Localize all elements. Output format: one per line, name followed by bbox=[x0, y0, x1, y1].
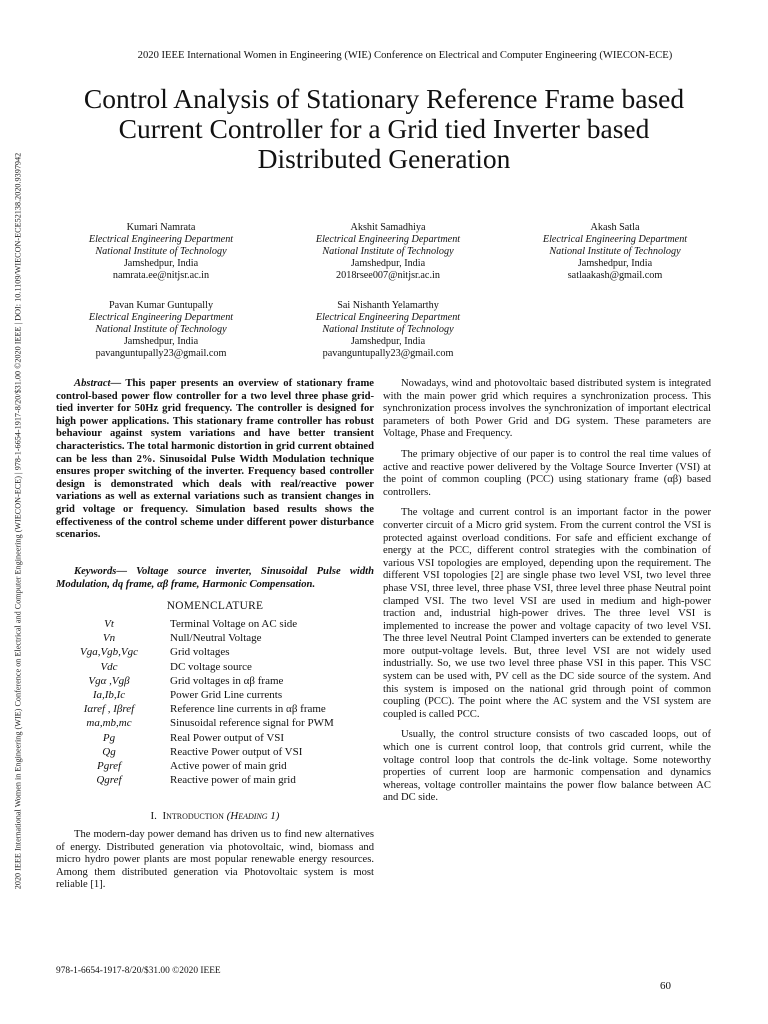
nomenclature-symbol: Pgref bbox=[96, 759, 122, 772]
nomenclature-row bbox=[60, 631, 380, 645]
author-inst: National Institute of Technology bbox=[549, 246, 681, 257]
body-paragraph: Nowadays, wind and photovoltaic based distributed system is integrated with the main power grid which requires a synchronization process. This synchronization process involves the synchronization of important electrical parameters of both Power Grid and DG system. These parameters are Voltage, Phase and Frequency. bbox=[383, 378, 711, 440]
nomenclature-symbol: ma,mb,mc bbox=[86, 717, 132, 730]
section-number: I. bbox=[150, 810, 157, 822]
author-name: Akash Satla bbox=[590, 222, 640, 233]
author-email: namrata.ee@nitjsr.ac.in bbox=[112, 270, 210, 281]
keywords bbox=[56, 566, 374, 591]
nomenclature-heading: NOMENCLATURE bbox=[166, 600, 264, 612]
nomenclature-definition: Null/Neutral Voltage bbox=[170, 632, 262, 645]
section-heading bbox=[56, 810, 374, 822]
keywords-text: Voltage source inverter, Sinusoidal Pulse width Modulation, dq frame, αβ frame, Harmonic Compensation. bbox=[56, 566, 374, 590]
author-block bbox=[56, 222, 266, 282]
author-email: 2018rsee007@nitjsr.ac.in bbox=[336, 270, 440, 281]
right-column bbox=[383, 378, 711, 805]
nomenclature-row bbox=[60, 702, 380, 716]
author-location: Jamshedpur, India bbox=[123, 336, 199, 347]
author-dept: Electrical Engineering Department bbox=[88, 234, 234, 245]
nomenclature-list bbox=[60, 617, 380, 787]
nomenclature-symbol: Pg bbox=[102, 731, 116, 744]
author-location: Jamshedpur, India bbox=[123, 258, 199, 269]
nomenclature-definition: Reactive power of main grid bbox=[170, 774, 296, 787]
abstract-text: This paper presents an overview of stationary frame control-based power flow controller for a two level three phase grid-tied inverter for 50Hz grid frequency. The controller is designed for high power applications. This stationary frame controller has robust behaviour against system variations and have better transient characteristics. The total harmonic distortion in grid current obtained can be less than 2%. Sinusoidal Pulse Width Modulation technique ensures proper switching of the inverter. Frequency based controller design is demonstrated which deals with real/reactive power variations as well as external variations such as transient changes in grid voltage or frequency. Simulation based results shows the effectiveness of the control scheme under different power disturbance scenarios. bbox=[56, 378, 374, 541]
author-email: satlaakash@gmail.com bbox=[567, 270, 663, 281]
nomenclature-row bbox=[60, 645, 380, 659]
page-number: 60 bbox=[660, 980, 671, 992]
nomenclature-row bbox=[60, 745, 380, 759]
nomenclature-row bbox=[60, 773, 380, 787]
nomenclature-definition: Real Power output of VSI bbox=[170, 731, 285, 744]
keywords-label: Keywords bbox=[74, 566, 117, 577]
nomenclature-definition: Active power of main grid bbox=[170, 759, 287, 772]
author-dept: Electrical Engineering Department bbox=[542, 234, 688, 245]
abstract-label: Abstract bbox=[74, 378, 111, 389]
side-margin-citation bbox=[8, 76, 28, 966]
nomenclature-symbol: Vgα ,Vgβ bbox=[88, 674, 130, 687]
nomenclature-definition: Reference line currents in αβ frame bbox=[170, 703, 326, 716]
author-name: Sai Nishanth Yelamarthy bbox=[337, 300, 439, 311]
body-paragraph: The primary objective of our paper is to control the real time values of active and reactive power delivered by the Voltage Source Inverter (VSI) at the point of common coupling (PCC) using stationary frame (αβ) based controllers. bbox=[383, 448, 711, 498]
side-margin-text: 2020 IEEE International Women in Engineering (WIE) Conference on Electrical and Computer Engineering (WIECON-ECE) | 978-1-6654-1917-8/20/$31.00 ©2020 IEEE | DOI: 10.1109/WIECON-ECE52138.2020.9397942 bbox=[13, 152, 23, 890]
nomenclature-definition: Sinusoidal reference signal for PWM bbox=[170, 717, 334, 730]
author-inst: National Institute of Technology bbox=[95, 324, 227, 335]
nomenclature-definition: DC voltage source bbox=[170, 660, 252, 673]
nomenclature-symbol: Vn bbox=[102, 632, 116, 645]
keywords-dash: — bbox=[116, 566, 127, 577]
author-email: pavanguntupally23@gmail.com bbox=[322, 348, 454, 359]
author-inst: National Institute of Technology bbox=[322, 324, 454, 335]
nomenclature-row bbox=[60, 731, 380, 745]
intro-paragraph: The modern-day power demand has driven us to find new alternatives of energy. Distributed generation via photovoltaic, wind, biomass and micro hydro power plants are most popular renewable energy resources. Among them distributed generation via Photovoltaic system is most reliable [1]. bbox=[56, 829, 374, 891]
section-title: Introduction bbox=[162, 810, 224, 822]
author-block bbox=[56, 300, 266, 360]
author-location: Jamshedpur, India bbox=[577, 258, 653, 269]
author-inst: National Institute of Technology bbox=[95, 246, 227, 257]
nomenclature-row bbox=[60, 674, 380, 688]
nomenclature-symbol: Ia,Ib,Ic bbox=[92, 688, 126, 701]
nomenclature-symbol: Iαref , Iβref bbox=[83, 703, 135, 716]
author-name: Pavan Kumar Guntupally bbox=[108, 300, 214, 311]
body-paragraph: Usually, the control structure consists of two cascaded loops, out of which one is current control loop, that controls grid current, while the voltage control loop that controls the dc-link voltage. Some noteworthy properties of current loop are harmonic compensation and dynamics whereas, voltage controller maintains the power flow balance between AC and DC side. bbox=[383, 729, 711, 804]
nomenclature-definition: Terminal Voltage on AC side bbox=[170, 618, 298, 630]
nomenclature-symbol: Qgref bbox=[96, 774, 122, 787]
author-block bbox=[283, 300, 493, 360]
author-name: Kumari Namrata bbox=[126, 222, 196, 233]
nomenclature-symbol: Vt bbox=[104, 618, 114, 630]
body-paragraph: The voltage and current control is an important factor in the power converter circuit of a Micro grid system. From the current control the VSI is protected against overload conditions. For safe and efficient exchange of energy at the PCC, different control strategies with the combination of various VSI topologies are employed, depending upon the requirement. The different VSI topologies [2] are single phase two level VSI, two level three phase VSI, three level, three phase VSI, three level three phase Neutral point clamped VSI. The two level VSI are used in medium and high-power traction and, industrial high-power drives. The three level VSI is implemented to increase the power and voltage capacity of two level VSI. The three level Neutral Point Clamped inverters can be extended to generate more output-voltage levels. But, three level VSI are not widely used industrially. So, we use two level three phase VSI in this paper. This VSC system can be used with, PV cell as the DC side source of the system. And this system is imposed on the national grid through point of common coupling (PCC). The point where the AC system and the VSI system are coupled is called PCC. bbox=[383, 507, 711, 720]
nomenclature-definition: Reactive Power output of VSI bbox=[170, 745, 303, 758]
author-dept: Electrical Engineering Department bbox=[88, 312, 234, 323]
author-dept: Electrical Engineering Department bbox=[315, 234, 461, 245]
nomenclature-definition: Grid voltages bbox=[170, 646, 230, 659]
nomenclature-row bbox=[60, 716, 380, 730]
author-dept: Electrical Engineering Department bbox=[315, 312, 461, 323]
nomenclature-symbol: Vdc bbox=[100, 660, 118, 673]
paper-title: Control Analysis of Stationary Reference Frame based Current Controller for a Grid tied Inverter based Distributed Generation bbox=[83, 83, 685, 174]
nomenclature-row bbox=[60, 759, 380, 773]
abstract bbox=[56, 378, 374, 542]
nomenclature-row bbox=[60, 688, 380, 702]
section-heading-note: (Heading 1) bbox=[226, 810, 280, 822]
conference-header: 2020 IEEE International Women in Engineering (WIE) Conference on Electrical and Computer Engineering (WIECON-ECE) bbox=[137, 50, 673, 61]
author-email: pavanguntupally23@gmail.com bbox=[95, 348, 227, 359]
nomenclature-symbol: Vga,Vgb,Vgc bbox=[79, 646, 139, 659]
author-name: Akshit Samadhiya bbox=[350, 222, 426, 233]
nomenclature-symbol: Qg bbox=[102, 745, 116, 758]
nomenclature-row bbox=[60, 617, 380, 631]
copyright-footer: 978-1-6654-1917-8/20/$31.00 ©2020 IEEE bbox=[56, 966, 221, 976]
author-location: Jamshedpur, India bbox=[350, 336, 426, 347]
author-block bbox=[510, 222, 720, 282]
nomenclature-definition: Grid voltages in αβ frame bbox=[170, 674, 284, 687]
author-block bbox=[283, 222, 493, 282]
author-inst: National Institute of Technology bbox=[322, 246, 454, 257]
abstract-dash: — bbox=[110, 378, 122, 389]
nomenclature-definition: Power Grid Line currents bbox=[170, 688, 283, 701]
author-location: Jamshedpur, India bbox=[350, 258, 426, 269]
nomenclature-row bbox=[60, 660, 380, 674]
